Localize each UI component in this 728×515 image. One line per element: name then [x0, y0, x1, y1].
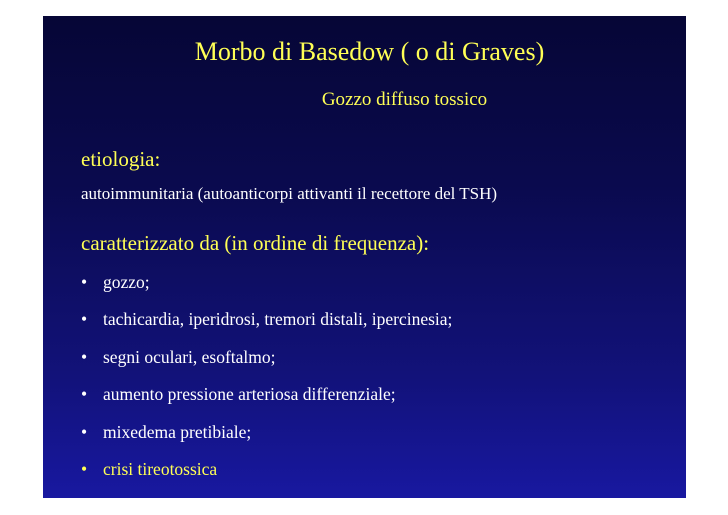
list-item-text: segni oculari, esoftalmo; — [103, 346, 276, 367]
bullet-icon: • — [81, 309, 88, 330]
bullet-icon: • — [81, 421, 88, 442]
etiology-heading: etiologia: — [81, 147, 161, 171]
list-item-text: aumento pressione arteriosa differenziale; — [103, 384, 396, 405]
bullet-icon: • — [81, 384, 88, 405]
etiology-text: autoimmunitaria (autoanticorpi attivanti il recettore del TSH) — [81, 184, 498, 203]
features-heading: caratterizzato da (in ordine di frequenza): — [81, 231, 430, 255]
slide-subtitle: Gozzo diffuso tossico — [321, 89, 488, 110]
list-item-text: crisi tireotossica — [103, 458, 218, 479]
bullet-icon: • — [81, 346, 88, 367]
list-item-text: mixedema pretibiale; — [103, 421, 252, 442]
list-item-text: gozzo; — [103, 272, 150, 292]
bullet-icon: • — [81, 458, 88, 479]
slide — [43, 16, 686, 498]
list-item-text: tachicardia, iperidrosi, tremori distali, ipercinesia; — [103, 309, 453, 330]
bullet-icon: • — [81, 272, 88, 292]
slide-title: Morbo di Basedow ( o di Graves) — [194, 37, 545, 66]
